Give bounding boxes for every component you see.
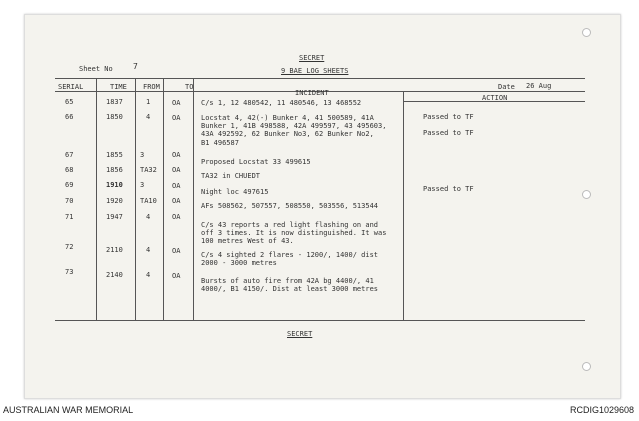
row-time: 1947 (106, 213, 123, 221)
row-to: OA (172, 99, 181, 107)
sheet-number: 7 (133, 62, 138, 71)
column-header-incident: INCIDENT (295, 89, 329, 97)
row-serial: 67 (65, 151, 74, 159)
row-from: 3 (140, 151, 145, 159)
row-to: OA (172, 182, 181, 190)
row-from: 1 (146, 98, 151, 106)
row-from: TA32 (140, 166, 157, 174)
row-action: Passed to TF Passed to TF (423, 113, 474, 138)
column-divider (163, 78, 164, 320)
classification-top: SECRET (299, 54, 325, 62)
row-serial: 69 (65, 181, 74, 189)
date-label: Date (498, 83, 515, 91)
punch-hole (582, 28, 591, 37)
column-divider (403, 91, 404, 320)
row-to: OA (172, 166, 181, 174)
sheet-label: Sheet No (79, 65, 113, 73)
row-to: OA (172, 247, 181, 255)
column-header-serial: SERIAL (58, 83, 84, 91)
row-incident: TA32 in CHUEDT (201, 172, 261, 180)
footer-source: AUSTRALIAN WAR MEMORIAL (3, 405, 134, 415)
classification-bottom: SECRET (287, 330, 313, 338)
column-header-to: TO (185, 83, 194, 91)
row-to: OA (172, 151, 181, 159)
date-value: 26 Aug (526, 82, 552, 90)
row-time: 1856 (106, 166, 123, 174)
row-incident: C/s 4 sighted 2 flares - 1200/, 1400/ dist 2000 - 3000 metres (201, 251, 379, 268)
row-serial: 72 (65, 243, 74, 251)
row-incident: AFs 508562, 507557, 508550, 503556, 513544 (201, 202, 379, 210)
column-header-from: FROM (143, 83, 160, 91)
row-time: 1910 (106, 181, 123, 189)
row-to: OA (172, 114, 181, 122)
punch-hole (582, 190, 591, 199)
column-divider (193, 78, 194, 320)
row-incident: Locstat 4, 42(-) Bunker 4, 41 500589, 41A Bunker 1, 41B 498588, 42A 499597, 43 495603, 43A 492592, 62 Bunker No3, 62 Bunker No2, B1 496587 (201, 114, 387, 147)
footer-record-id: RCDIG1029608 (569, 405, 634, 415)
row-serial: 73 (65, 268, 74, 276)
log-title: 9 BAE LOG SHEETS (281, 67, 349, 75)
row-serial: 65 (65, 98, 74, 106)
row-time: 1837 (106, 98, 123, 106)
row-from: 4 (146, 213, 151, 221)
row-time: 2140 (106, 271, 123, 279)
row-incident: C/s 1, 12 480542, 11 480546, 13 468552 (201, 99, 362, 107)
row-time: 2110 (106, 246, 123, 254)
row-action: Passed to TF (423, 185, 474, 193)
column-header-time: TIME (110, 83, 127, 91)
row-incident: Night loc 497615 (201, 188, 269, 196)
row-from: 4 (146, 113, 151, 121)
row-from: 3 (140, 181, 145, 189)
row-serial: 71 (65, 213, 74, 221)
row-from: 4 (146, 246, 151, 254)
row-time: 1855 (106, 151, 123, 159)
row-incident: Proposed Locstat 33 499615 (201, 158, 311, 166)
table-bottom-rule (55, 320, 585, 321)
column-divider (96, 78, 97, 320)
row-to: OA (172, 213, 181, 221)
row-time: 1920 (106, 197, 123, 205)
row-incident: C/s 43 reports a red light flashing on and off 3 times. It is now distinguished. It was 100 metres West of 43. (201, 221, 387, 246)
row-to: OA (172, 197, 181, 205)
row-serial: 70 (65, 197, 74, 205)
column-divider (135, 78, 136, 320)
document-sheet (24, 14, 621, 399)
punch-hole (582, 362, 591, 371)
row-from: 4 (146, 271, 151, 279)
row-time: 1850 (106, 113, 123, 121)
row-serial: 66 (65, 113, 74, 121)
row-from: TA10 (140, 197, 157, 205)
row-to: OA (172, 272, 181, 280)
row-serial: 68 (65, 166, 74, 174)
column-header-action: ACTION (482, 94, 508, 102)
row-incident: Bursts of auto fire from 42A bg 4400/, 41 4000/, B1 4150/. Dist at least 3000 metres (201, 277, 379, 294)
